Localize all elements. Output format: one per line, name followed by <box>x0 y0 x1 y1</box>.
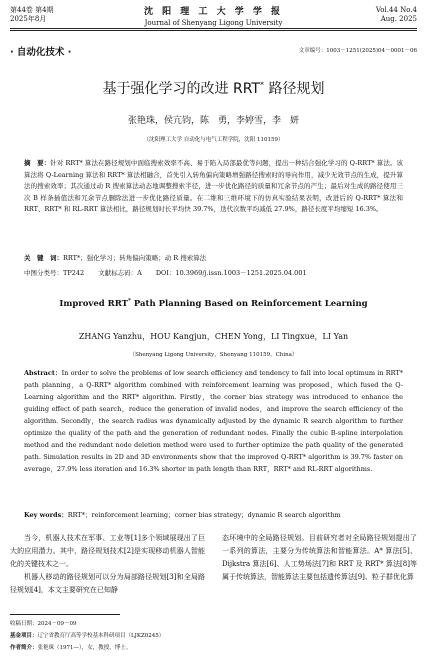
title-cn-suffix: 路径规划 <box>264 81 325 97</box>
fund-label: 基金项目： <box>10 633 38 639</box>
paper-title-en <box>0 299 427 309</box>
journal-name-cn: 沈 阳 理 工 大 学 学 报 <box>144 7 283 17</box>
keywords-cn-text: RRT*；强化学习；转角偏向策略；动 R 搜索算法 <box>63 254 207 262</box>
abstract-cn-label: 摘 要： <box>24 159 51 167</box>
title-en-sup: * <box>128 298 131 305</box>
title-cn-main: 基于强化学习的改进 RRT <box>102 81 260 97</box>
body-column-left <box>10 532 205 597</box>
date-label: 2025年8月 <box>10 15 47 23</box>
keywords-en <box>24 510 403 519</box>
body-column-right <box>222 532 417 584</box>
title-en-suffix: Path Planning Based on Reinforcement Learning <box>130 299 368 309</box>
keywords-en-text: RRT*；reinforcement learning；corner bias strategy；dynamic R search algorithm <box>67 511 341 519</box>
authors-en: ZHANG Yanzhu，HOU Kangjun，CHEN Yong，LI Tingxue，LI Yan <box>78 332 349 341</box>
journal-issue-right <box>376 6 417 24</box>
title-en-main: Improved RRT <box>59 299 128 309</box>
document-code: 文献标志码：A <box>98 269 142 277</box>
body-paragraph: 当今，机器人技术在军事、工业等[1]多个领域展现出了巨大的应用潜力。其中，路径规划技术[2]是实现移动机器人智能化的关键技术之一。 <box>10 534 205 568</box>
body-paragraph: 态环境中的全局路径规划。目前研究者对全局路径规划提出了一系列的算法，主要分为传统算法和智能算法。A* 算法[5]、Dijkstra 算法[6]、人工势场法[7]和 RRT 及 RRT* 算法[8]等属于传统算法，智能算法主要包括遗传算法[9]、粒子群优化算 <box>222 534 417 581</box>
section-heading: · 自动化技术 · <box>10 47 72 58</box>
footnote-rule <box>10 614 120 615</box>
classification-line <box>24 268 403 277</box>
author-bio-text: 张艳珠（1971—），女，教授，博士。 <box>37 645 132 651</box>
affiliation-en: （Shenyang Ligong University，Shenyang 110159，China） <box>129 352 298 358</box>
abstract-en-label: Abstract： <box>24 369 62 377</box>
date-label-en: Aug. 2025 <box>380 15 417 23</box>
clc-number: 中图分类号：TP242 <box>24 269 85 277</box>
fund-line <box>10 630 164 642</box>
abstract-cn <box>24 158 403 216</box>
article-number: 文章编号：1003－1251(2025)04－0001－06 <box>298 48 417 54</box>
paper-title-cn <box>0 78 427 98</box>
author-bio-label: 作者简介： <box>10 645 38 651</box>
author-bio-line <box>10 642 164 654</box>
doi: DOI：10.3969/j.issn.1003－1251.2025.04.001 <box>155 269 307 277</box>
header-rule-thin <box>10 30 417 31</box>
received-date: 收稿日期：2024－09－09 <box>10 621 77 627</box>
footnotes <box>10 618 164 654</box>
journal-name <box>0 4 427 27</box>
title-cn-sup: * <box>260 80 264 90</box>
abstract-en-text: In order to solve the problems of low search efficiency and tendency to fall into local optimum in RRT* path planning，a Q-RRT* algorithm combined with reinforcement learning was proposed，which fused the Q-Learning algorithm and the RRT* algorithm. Firstly，the corner bias strategy was introduced to enhance the guiding effect of path search，reduce the generation of invalid nodes，and improve the search efficiency of the algorithm. Secondly，the search radius was dynamically adjusted by the dynamic R search algorithm to further optimize the quality of the path and the generation of redundant nodes. Finally the cubic B-spline interpolation method and the redundant node deletion method were used to further optimize the path quality of the generated path. Simulation results in 2D and 3D environments show that the improved Q-RRT* algorithm is 39.7% faster on average，27.9% less iteration and 16.3% shorter in path length than RRT，RRT* and RL-RRT algorithms. <box>24 369 403 473</box>
keywords-en-label: Key words： <box>24 511 68 519</box>
abstract-en <box>24 367 403 475</box>
journal-name-en: Journal of Shenyang Ligong University <box>144 19 283 27</box>
body-paragraph: 机器人移动的路径规划可以分为局部路径规划[3]和全局路径规划[4]，本文主要研究在已知静 <box>10 573 205 594</box>
abstract-cn-text: 针对 RRT* 算法在路径规划中面临搜索效率不高、易于陷入局部最优等问题，提出一种结合强化学习的 Q-RRT* 算法。该算法将 Q-Learning 算法和 RRT* 算法相融合，首先引入转角偏向策略增强路径搜索时的导向作用，减少无效节点的生成，提升算法的搜索效率；其次通过动 R 搜索算法动态地调整搜索半径，进一步优化路径的质量和冗余节点的产生；最后对生成的路径使用三次 B 样条插值法和冗余节点删除法进一步优化路径质量。在二维和三维环境下的仿真实验结果表明，改进后的 Q-RRT* 算法和 RRT、RRT* 和 RL-RRT 算法相比，路径规划时长平均快 39.7%，迭代次数平均减低 27.9%，路径长度平均缩短 16.3%。 <box>24 159 404 213</box>
keywords-cn-label: 关 键 词： <box>24 254 63 262</box>
volume-label: Vol.44 No.4 <box>375 6 417 14</box>
issue-label: 第44卷 第4期 <box>10 6 54 14</box>
header-rule <box>10 28 417 29</box>
keywords-cn <box>24 253 403 262</box>
authors-cn: 张艳珠，侯亢钧，陈 勇，李婷雪，李 妍 <box>127 116 299 126</box>
fund-text: 辽宁省教育厅高等学校基本科研项目（LJKZ0245） <box>37 633 165 639</box>
affiliation-cn: （沈阳理工大学 自动化与电气工程学院，沈阳 110159） <box>143 137 284 143</box>
